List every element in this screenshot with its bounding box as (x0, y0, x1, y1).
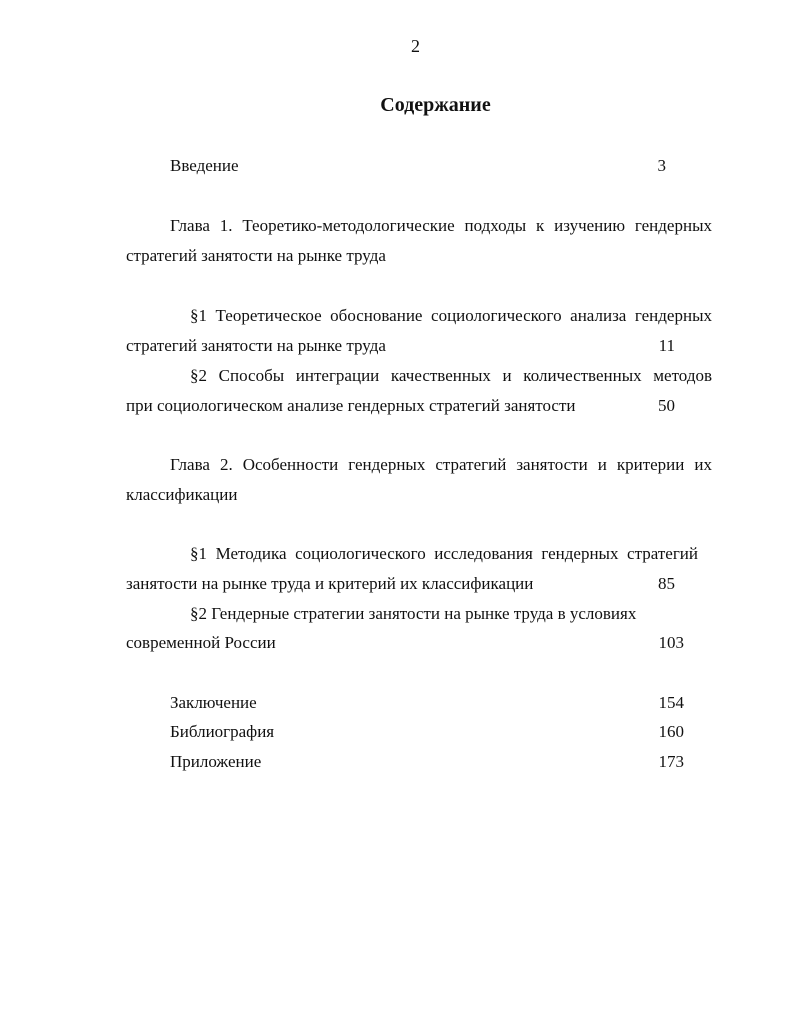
toc-section-line: занятости на рынке труда и критерий их классификации (126, 574, 534, 593)
toc-page: 11 (658, 336, 675, 355)
toc-section-line: §1 Теоретическое обоснование социологического анализа гендерных (190, 306, 712, 325)
toc-heading-line: Глава 1. Теоретико-методологические подходы к изучению гендерных (170, 216, 712, 235)
toc-section-line: §2 Способы интеграции качественных и количественных методов (190, 366, 712, 385)
toc-page: 160 (658, 722, 684, 741)
toc-heading-line: классификации (126, 485, 238, 504)
toc-page: 50 (658, 396, 675, 415)
toc-page: 154 (658, 693, 684, 712)
toc-page: 103 (658, 633, 684, 652)
toc-page: 85 (658, 574, 675, 593)
toc-label: Библиография (170, 722, 275, 741)
toc-section-line: при социологическом анализе гендерных стратегий занятости (126, 396, 576, 415)
toc-section-line: §2 Гендерные стратегии занятости на рынке труда в условиях (190, 604, 637, 623)
toc-heading-line: Глава 2. Особенности гендерных стратегий занятости и критерии их (170, 455, 712, 474)
contents-title: Содержание (380, 94, 491, 116)
toc-label: Введение (170, 156, 239, 175)
toc-page: 173 (658, 752, 684, 771)
page-number: 2 (411, 36, 420, 56)
toc-label: Приложение (170, 752, 262, 771)
toc-section-line: §1 Методика социологического исследования гендерных стратегий (190, 544, 698, 563)
toc-section-line: современной России (126, 633, 276, 652)
toc-page: 3 (657, 156, 666, 175)
toc-section-line: стратегий занятости на рынке труда (126, 336, 386, 355)
toc-heading-line: стратегий занятости на рынке труда (126, 246, 386, 265)
toc-label: Заключение (170, 693, 257, 712)
